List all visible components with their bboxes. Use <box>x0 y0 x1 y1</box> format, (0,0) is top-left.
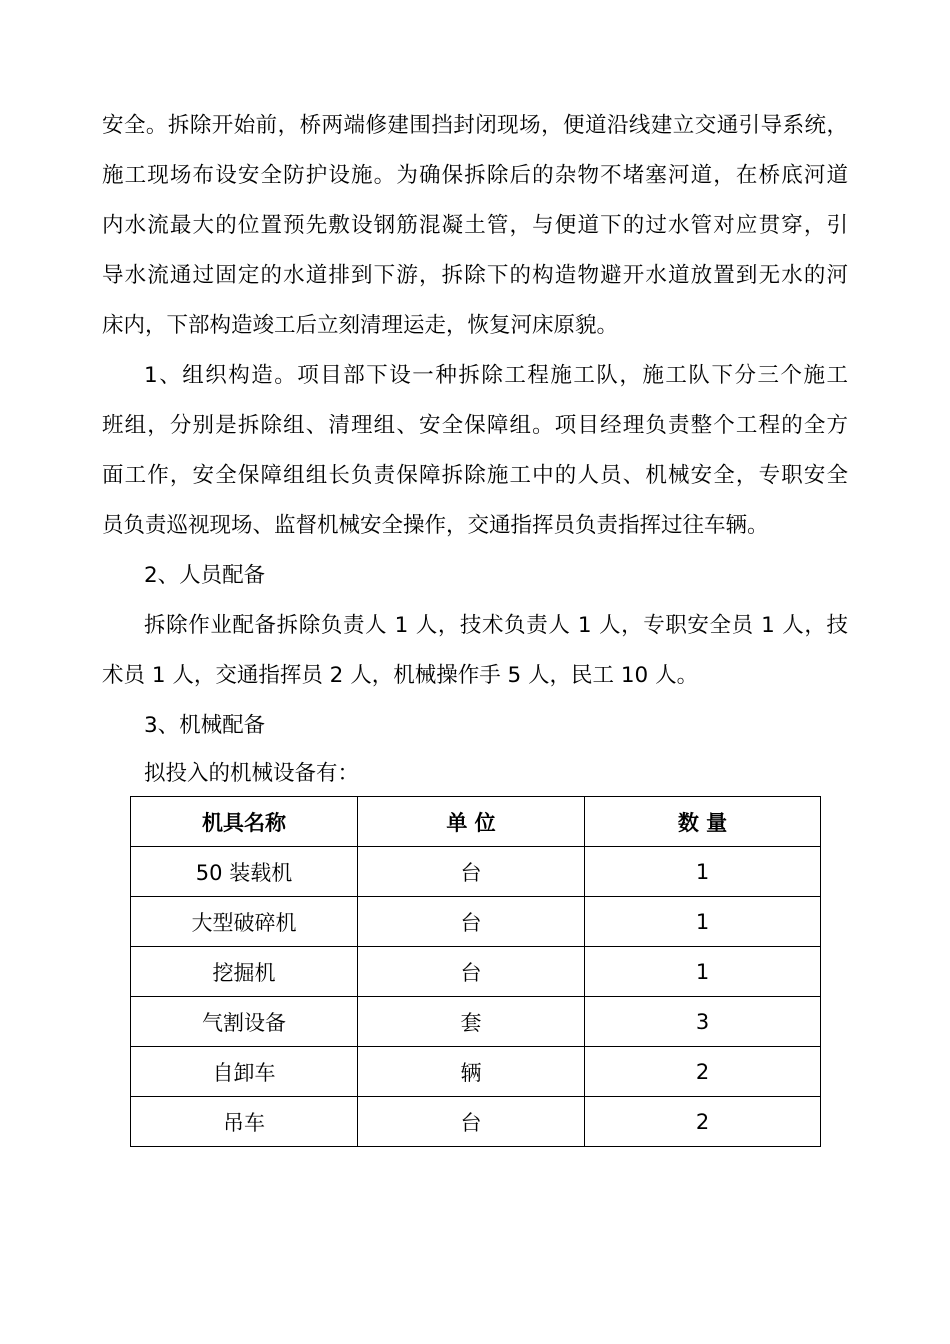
cell-name: 50 装载机 <box>131 847 358 897</box>
paragraph-line: 拆除作业配备拆除负责人 1 人，技术负责人 1 人，专职安全员 1 人，技 <box>144 613 848 638</box>
paragraph-line: 内水流最大的位置预先敷设钢筋混凝土管，与便道下的过水管对应贯穿，引 <box>102 213 848 238</box>
cell-unit: 辆 <box>358 1047 585 1097</box>
table-row <box>131 1097 821 1147</box>
cell-quantity: 2 <box>585 1097 821 1147</box>
paragraph-line: 班组，分别是拆除组、清理组、安全保障组。项目经理负责整个工程的全方 <box>102 413 848 438</box>
cell-quantity: 1 <box>585 847 821 897</box>
table-row <box>131 947 821 997</box>
column-header-quantity: 数 量 <box>585 797 821 847</box>
cell-unit: 台 <box>358 847 585 897</box>
table-row <box>131 997 821 1047</box>
paragraph-line: 安全。拆除开始前，桥两端修建围挡封闭现场，便道沿线建立交通引导系统， <box>102 113 848 138</box>
cell-quantity: 1 <box>585 947 821 997</box>
table-header-row <box>131 797 821 847</box>
column-header-name: 机具名称 <box>131 797 358 847</box>
paragraph-line: 员负责巡视现场、监督机械安全操作，交通指挥员负责指挥过往车辆。 <box>102 513 769 538</box>
column-header-unit: 单 位 <box>358 797 585 847</box>
cell-unit: 套 <box>358 997 585 1047</box>
cell-name: 吊车 <box>131 1097 358 1147</box>
paragraph-line: 施工现场布设安全防护设施。为确保拆除后的杂物不堵塞河道，在桥底河道 <box>102 163 848 188</box>
paragraph-line: 面工作，安全保障组组长负责保障拆除施工中的人员、机械安全，专职安全 <box>102 463 848 488</box>
cell-name: 大型破碎机 <box>131 897 358 947</box>
cell-unit: 台 <box>358 947 585 997</box>
cell-name: 气割设备 <box>131 997 358 1047</box>
table-row <box>131 847 821 897</box>
table-intro: 拟投入的机械设备有： <box>144 761 360 786</box>
paragraph-line: 1、组织构造。项目部下设一种拆除工程施工队，施工队下分三个施工 <box>144 363 848 388</box>
cell-quantity: 3 <box>585 997 821 1047</box>
equipment-table <box>130 796 821 1147</box>
cell-unit: 台 <box>358 897 585 947</box>
cell-name: 自卸车 <box>131 1047 358 1097</box>
cell-unit: 台 <box>358 1097 585 1147</box>
table-row <box>131 1047 821 1097</box>
section-heading-machinery: 3、机械配备 <box>144 713 266 738</box>
paragraph-line: 术员 1 人，交通指挥员 2 人，机械操作手 5 人，民工 10 人。 <box>102 663 699 688</box>
cell-quantity: 1 <box>585 897 821 947</box>
section-heading-personnel: 2、人员配备 <box>144 563 266 588</box>
cell-quantity: 2 <box>585 1047 821 1097</box>
cell-name: 挖掘机 <box>131 947 358 997</box>
table-row <box>131 897 821 947</box>
paragraph-line: 床内，下部构造竣工后立刻清理运走，恢复河床原貌。 <box>102 313 619 338</box>
paragraph-line: 导水流通过固定的水道排到下游，拆除下的构造物避开水道放置到无水的河 <box>102 263 848 288</box>
